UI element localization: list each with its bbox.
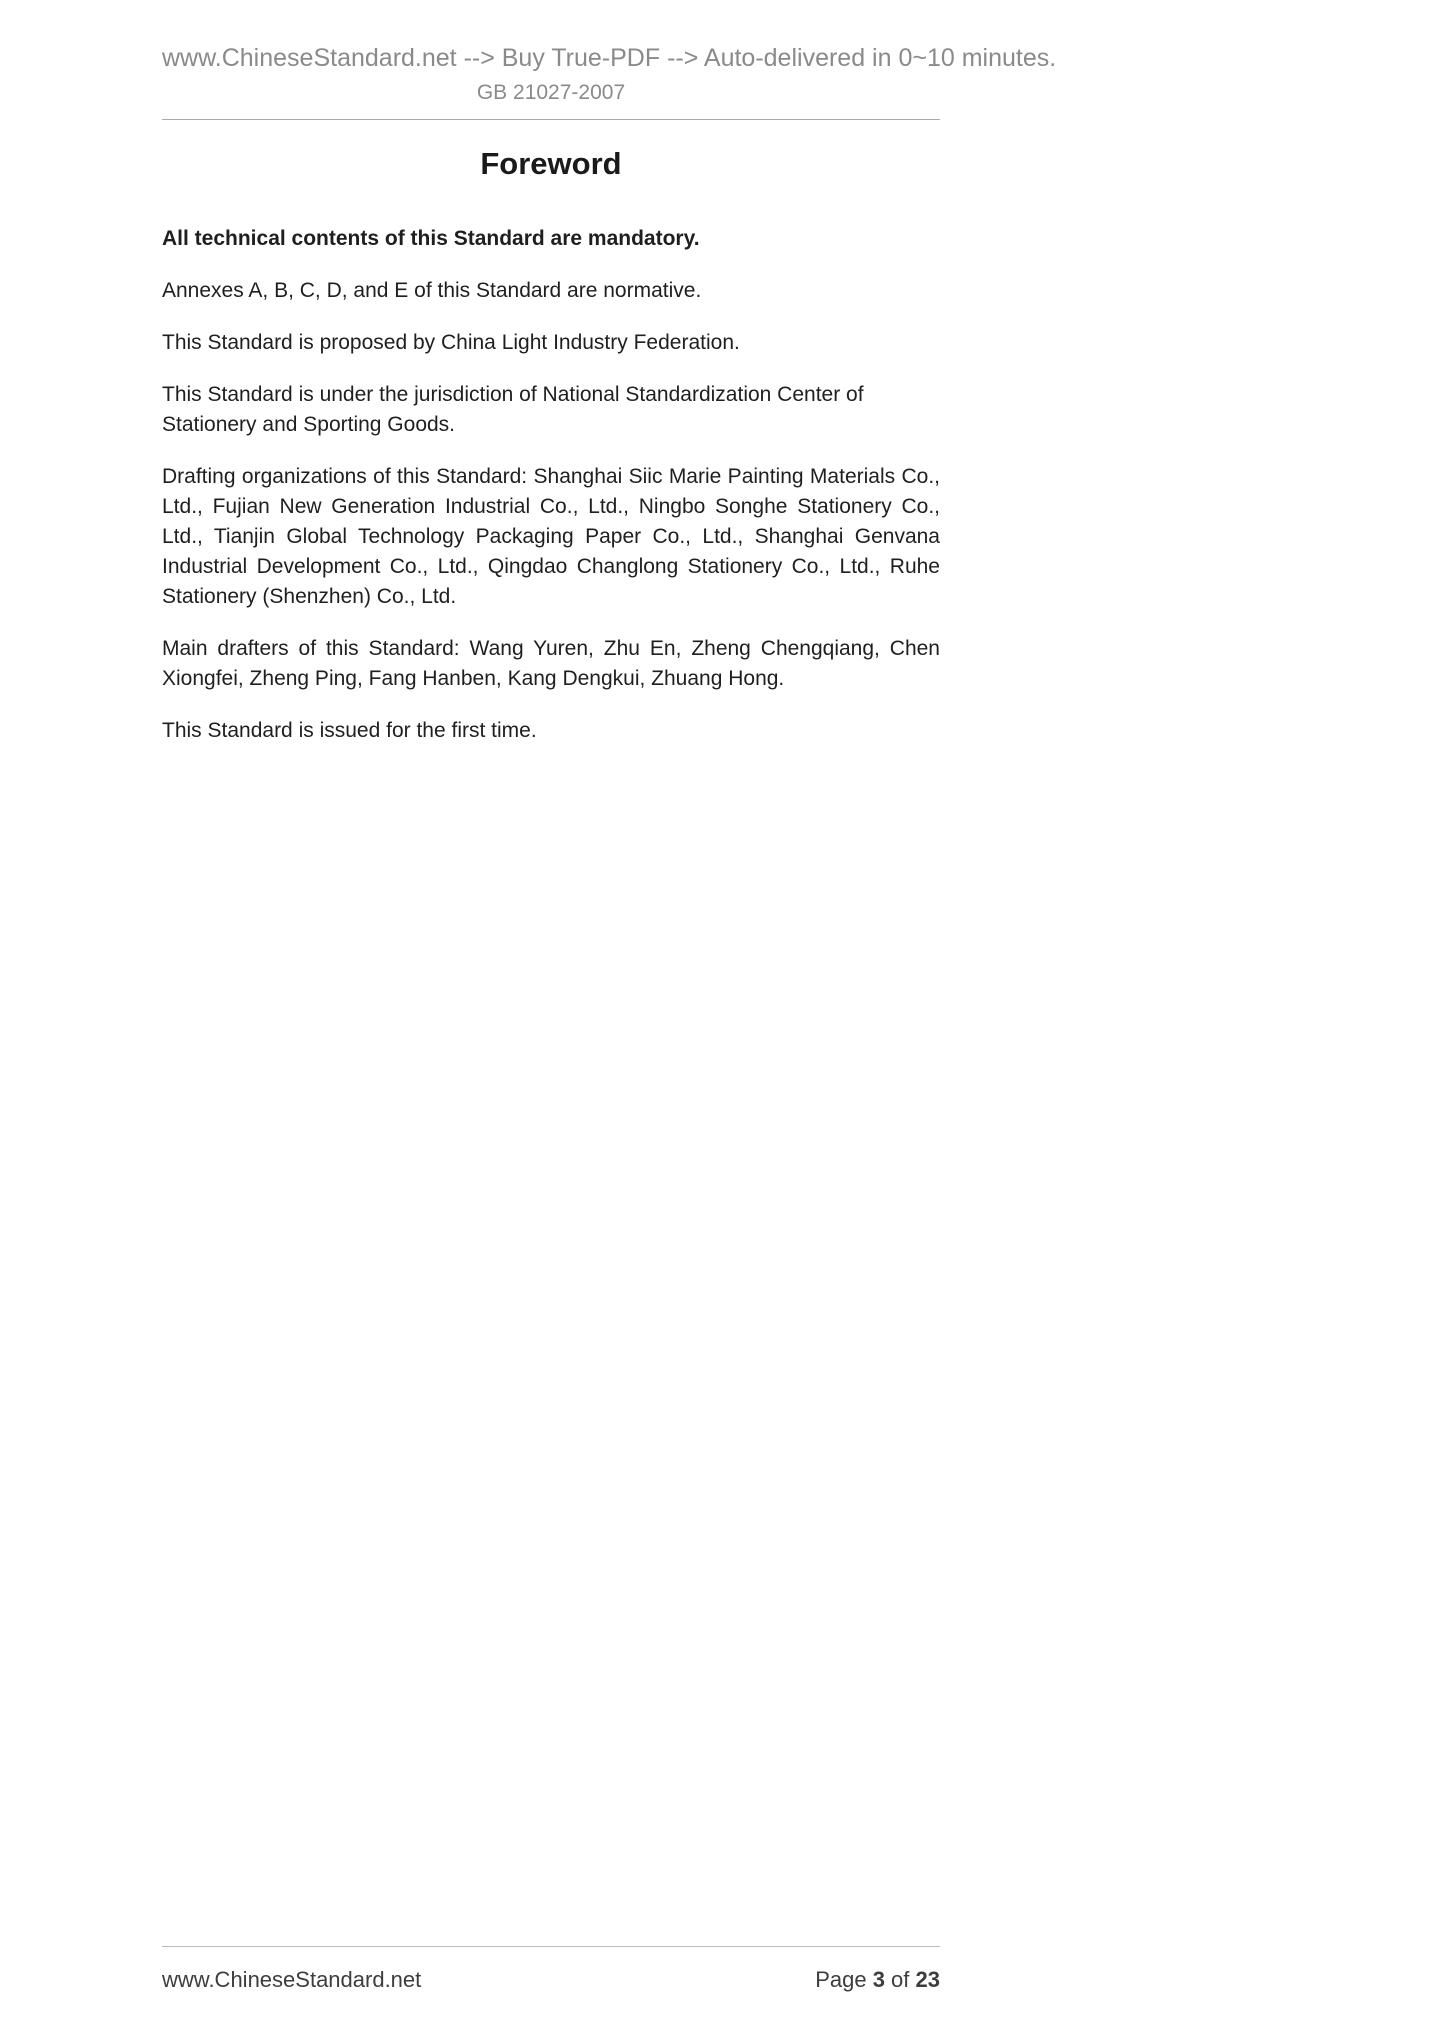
footer-divider (162, 1946, 940, 1947)
paragraph-issued: This Standard is issued for the first time. (162, 719, 537, 742)
footer-site-url: www.ChineseStandard.net (162, 1967, 422, 1992)
of-word: of (884, 1967, 916, 1992)
paragraph-main-drafters: Main drafters of this Standard: Wang Yuren, Zhu En, Zheng Chengqiang, Chen Xiongfei, Zheng Ping, Fang Hanben, Kang Dengkui, Zhuang Hong. (162, 637, 940, 690)
page-word: Page (815, 1967, 873, 1992)
footer-row (162, 1967, 940, 1993)
paragraph-annexes: Annexes A, B, C, D, and E of this Standard are normative. (162, 279, 702, 302)
header-divider (162, 119, 940, 120)
paragraph-jurisdiction: This Standard is under the jurisdiction of National Standardization Center of Stationery and Sporting Goods. (162, 383, 864, 436)
content-column (162, 0, 1057, 768)
paragraph-drafting-organizations: Drafting organizations of this Standard: Shanghai Siic Marie Painting Materials Co., Ltd., Fujian New Generation Industrial Co., Ltd., Ningbo Songhe Stationery Co., Ltd., Tianjin Global Technology Packaging Paper Co., Ltd., Shanghai Genvana Industrial Development Co., Ltd., Qingdao Changlong Stationery Co., Ltd., Ruhe Stationery (Shenzhen) Co., Ltd. (162, 465, 940, 608)
page-footer (162, 1946, 940, 1993)
page-header (162, 0, 1057, 120)
page-number: 3 (872, 1967, 885, 1992)
paragraph-mandatory: All technical contents of this Standard are mandatory. (162, 227, 700, 250)
page-total: 23 (915, 1967, 940, 1992)
standard-number: GB 21027-2007 (476, 81, 626, 104)
paragraph-proposed: This Standard is proposed by China Light Industry Federation. (162, 331, 740, 354)
header-promo-text: www.ChineseStandard.net --> Buy True-PDF --> Auto-delivered in 0~10 minutes. (162, 44, 1057, 72)
page-indicator (815, 1967, 940, 1993)
page-title: Foreword (480, 146, 622, 181)
